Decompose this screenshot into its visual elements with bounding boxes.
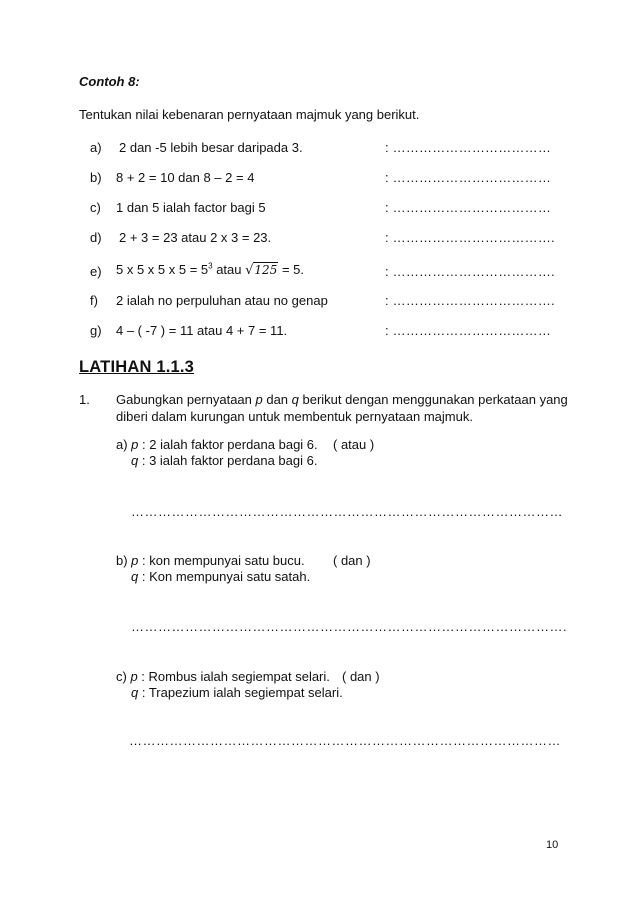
example-instruction: Tentukan nilai kebenaran pernyataan majmuk yang berikut. <box>79 107 420 122</box>
part-a-connective: ( atau ) <box>333 437 375 452</box>
question-text: dan <box>262 392 292 407</box>
statement-text: : 2 ialah faktor perdana bagi 6. <box>138 437 318 452</box>
statement-text: : Rombus ialah segiempat selari. <box>137 669 330 684</box>
answer-blank-a[interactable]: : ……………………………… <box>385 140 552 155</box>
part-a-q-statement <box>131 453 317 468</box>
part-b-p-statement <box>116 553 305 568</box>
item-label-b: b) <box>90 170 102 185</box>
variable-q: q <box>291 392 299 407</box>
item-label-e: e) <box>90 264 102 279</box>
item-statement-e <box>116 262 304 278</box>
question-line-2: diberi dalam kurungan untuk membentuk pernyataan majmuk. <box>116 409 473 424</box>
item-label-a: a) <box>90 140 102 155</box>
statement-e-part1: 5 x 5 x 5 x 5 = 5 <box>116 262 209 277</box>
part-label: c) <box>116 669 131 684</box>
part-c-answer-line[interactable]: …………………………………………………………………………………… <box>129 733 561 748</box>
variable-p: p <box>131 553 139 568</box>
statement-text: : kon mempunyai satu bucu. <box>138 553 305 568</box>
part-b-q-statement <box>131 569 310 584</box>
part-a-answer-line[interactable]: …………………………………………………………………………………… <box>131 504 563 519</box>
question-line-1 <box>116 392 568 407</box>
part-b-connective: ( dan ) <box>333 553 371 568</box>
answer-blank-d[interactable]: : ………………………………. <box>385 230 555 245</box>
part-b-answer-line[interactable]: ……………………………………………………………………………………. <box>131 619 568 634</box>
part-label: a) <box>116 437 132 452</box>
part-label: b) <box>116 553 132 568</box>
item-statement-c: 1 dan 5 ialah factor bagi 5 <box>116 200 266 215</box>
part-a-p-statement <box>116 437 318 452</box>
statement-text: : 3 ialah faktor perdana bagi 6. <box>138 453 318 468</box>
variable-q: q <box>131 569 139 584</box>
part-c-connective: ( dan ) <box>342 669 380 684</box>
statement-text: : Trapezium ialah segiempat selari. <box>138 685 343 700</box>
item-statement-a: 2 dan -5 lebih besar daripada 3. <box>119 140 303 155</box>
square-root-sign: √ <box>245 263 254 278</box>
question-text: berikut dengan menggunakan perkataan yang <box>298 392 568 407</box>
part-c-q-statement <box>131 685 343 700</box>
variable-q: q <box>131 453 139 468</box>
part-c-p-statement <box>116 669 330 684</box>
item-statement-d: 2 + 3 = 23 atau 2 x 3 = 23. <box>119 230 272 245</box>
exercise-heading: LATIHAN 1.1.3 <box>79 358 195 376</box>
item-statement-b: 8 + 2 = 10 dan 8 – 2 = 4 <box>116 170 255 185</box>
item-statement-f: 2 ialah no perpuluhan atau no genap <box>116 293 328 308</box>
page-number: 10 <box>546 839 559 851</box>
statement-e-part3: = 5. <box>278 262 304 277</box>
answer-blank-c[interactable]: : ……………………………… <box>385 200 552 215</box>
question-text: Gabungkan pernyataan <box>116 392 256 407</box>
item-label-d: d) <box>90 230 102 245</box>
answer-blank-b[interactable]: : ……………………………… <box>385 170 552 185</box>
variable-p: p <box>130 669 138 684</box>
item-statement-g: 4 – ( -7 ) = 11 atau 4 + 7 = 11. <box>116 323 288 338</box>
exponent-superscript: 3 <box>208 261 213 271</box>
statement-text: : Kon mempunyai satu satah. <box>138 569 311 584</box>
item-label-g: g) <box>90 323 102 338</box>
answer-blank-f[interactable]: : ………………………………. <box>385 293 555 308</box>
example-title: Contoh 8: <box>79 74 140 89</box>
answer-blank-g[interactable]: : ……………………………… <box>385 323 552 338</box>
variable-p: p <box>255 392 263 407</box>
variable-p: p <box>131 437 139 452</box>
question-number: 1. <box>79 392 90 407</box>
square-root-radicand: 125 <box>254 263 278 277</box>
variable-q: q <box>131 685 139 700</box>
answer-blank-e[interactable]: : ………………………………. <box>385 264 555 279</box>
item-label-f: f) <box>90 293 98 308</box>
item-label-c: c) <box>90 200 101 215</box>
statement-e-connective: atau <box>212 262 246 277</box>
